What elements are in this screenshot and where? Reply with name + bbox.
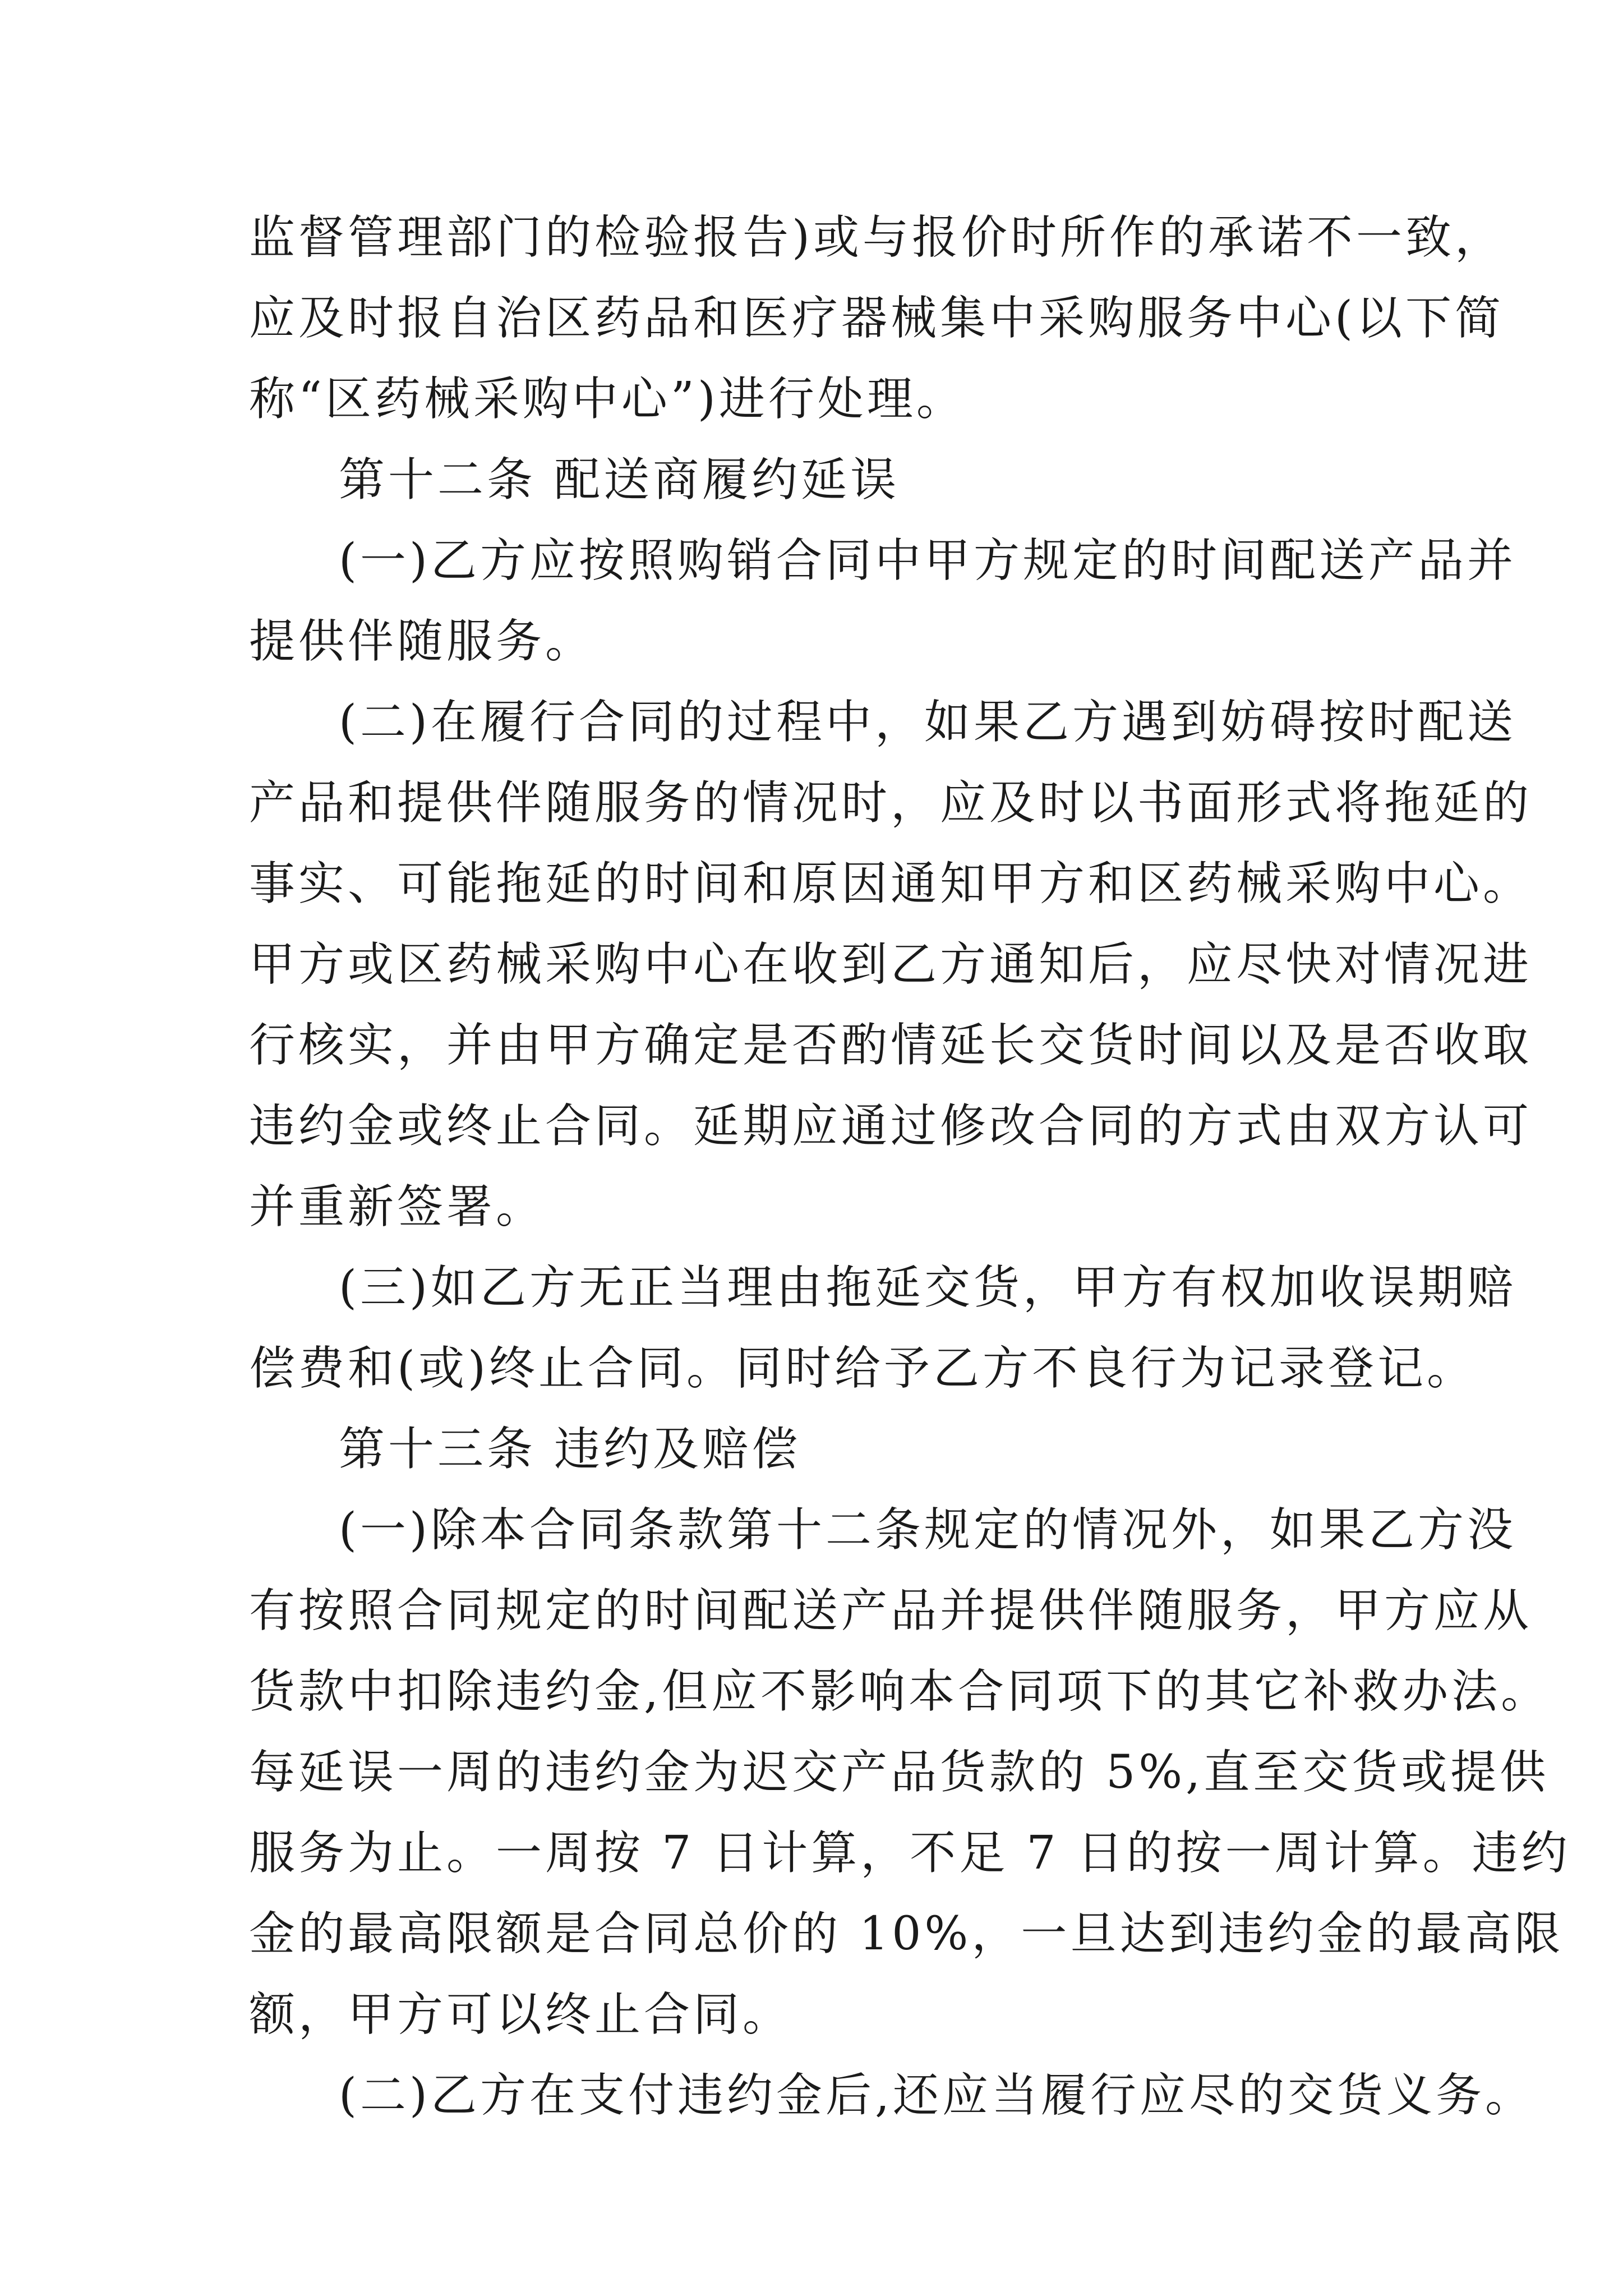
text-line: 有按照合同规定的时间配送产品并提供伴随服务，甲方应从 [249,1584,1533,1637]
text-line: 每延误一周的违约金为迟交产品货款的 5%,直至交货或提供 [249,1746,1550,1799]
text-line: 偿费和(或)终止合同。同时给予乙方不良行为记录登记。 [249,1342,1476,1395]
text-line: 行核实，并由甲方确定是否酌情延长交货时间以及是否收取 [249,1019,1533,1072]
text-line: 甲方或区药械采购中心在收到乙方通知后，应尽快对情况进 [249,938,1533,991]
text-line: 并重新签署。 [249,1180,546,1234]
text-line: 称“区药械采购中心”)进行处理。 [249,372,966,426]
text-line: (二)乙方在支付违约金后,还应当履行应尽的交货义务。 [339,2069,1535,2122]
text-line: 金的最高限额是合同总价的 10%，一旦达到违约金的最高限 [249,1907,1564,1961]
contract-text [249,197,1571,2136]
text-line: 应及时报自治区药品和医疗器械集中采购服务中心(以下简 [249,292,1504,345]
text-line: (三)如乙方无正当理由拖延交货，甲方有权加收误期赔 [339,1261,1516,1314]
text-line: 提供伴随服务。 [249,615,595,668]
text-line: 违约金或终止合同。延期应通过修改合同的方式由双方认可 [249,1099,1533,1153]
text-line: 事实、可能拖延的时间和原因通知甲方和区药械采购中心。 [249,857,1533,910]
article-heading-12: 第十二条 配送商履约延误 [339,453,900,507]
text-line: (二)在履行合同的过程中，如果乙方遇到妨碍按时配送 [339,696,1516,749]
text-line: 额，甲方可以终止合同。 [249,1988,792,2041]
text-line: (一)乙方应按照购销合同中甲方规定的时间配送产品并 [339,534,1516,587]
text-line: 服务为止。一周按 7 日计算，不足 7 日的按一周计算。违约 [249,1826,1571,1880]
article-heading-13: 第十三条 违约及赔偿 [339,1423,801,1476]
text-line: 监督管理部门的检验报告)或与报价时所作的承诺不一致， [249,211,1504,264]
text-line: (一)除本合同条款第十二条规定的情况外，如果乙方没 [339,1503,1516,1557]
text-line: 产品和提供伴随服务的情况时，应及时以书面形式将拖延的 [249,776,1533,830]
text-line: 货款中扣除违约金,但应不影响本合同项下的其它补救办法。 [249,1665,1551,1718]
